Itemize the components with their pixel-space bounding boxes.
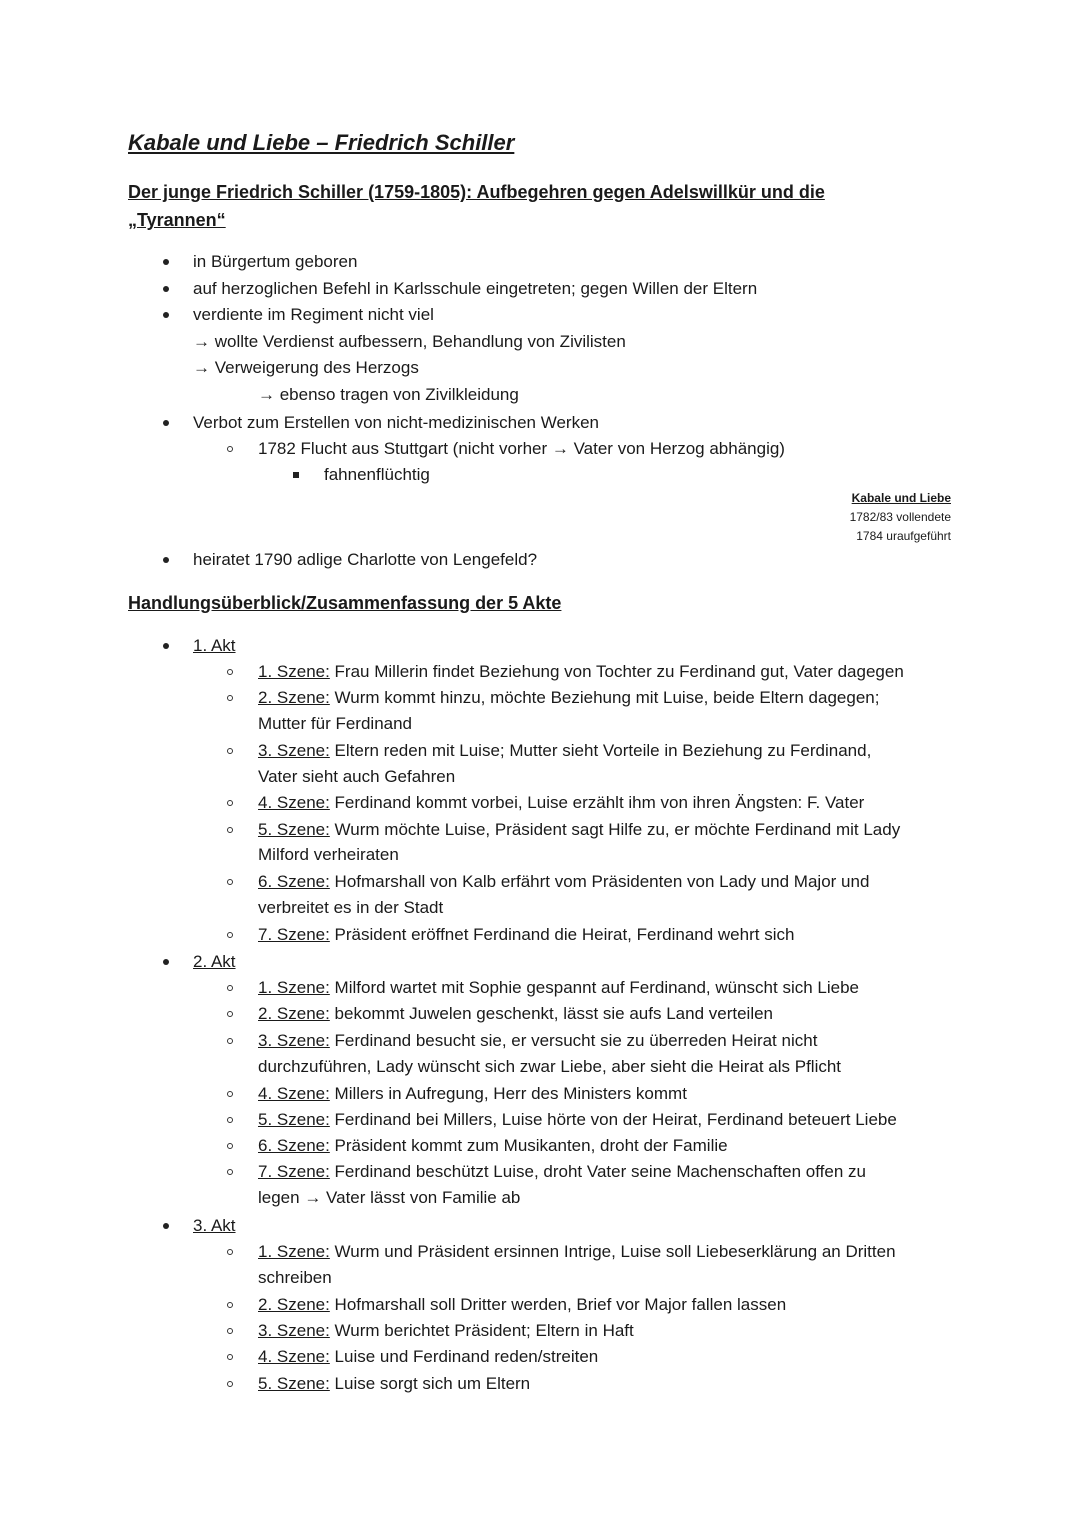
scene-label: 1. Szene: xyxy=(258,662,330,681)
scene-text: Hofmarshall soll Dritter werden, Brief vor Major fallen lassen xyxy=(329,1295,787,1314)
scene-text-cont: verbreitet es in der Stadt xyxy=(258,898,444,917)
scene-text: Wurm möchte Luise, Präsident sagt Hilfe zu, er möchte Ferdinand mit Lady xyxy=(329,820,901,839)
scene-label: 4. Szene: xyxy=(258,1084,330,1103)
bullet-icon xyxy=(163,959,169,965)
scene-item xyxy=(258,1320,634,1342)
scene-label: 5. Szene: xyxy=(258,1374,330,1393)
scene-text: Millers in Aufregung, Herr des Ministers kommt xyxy=(329,1084,687,1103)
circle-bullet-icon xyxy=(227,1038,233,1044)
scene-label: 3. Szene: xyxy=(258,741,330,760)
circle-bullet-icon xyxy=(227,1117,233,1123)
bullet-icon xyxy=(163,259,169,265)
scene-label: 6. Szene: xyxy=(258,872,330,891)
square-bullet-icon xyxy=(293,472,299,478)
circle-bullet-icon xyxy=(227,695,233,701)
scene-text: Ferdinand beschützt Luise, droht Vater seine Machenschaften offen zu xyxy=(329,1162,866,1181)
section1-heading-line2: „Tyrannen“ xyxy=(128,210,226,230)
scene-item xyxy=(258,1109,897,1131)
akt-label: 1. Akt xyxy=(193,636,236,655)
sidenote xyxy=(850,489,951,546)
akt-label: 2. Akt xyxy=(193,952,236,971)
scene-item xyxy=(258,871,869,893)
circle-bullet-icon xyxy=(227,827,233,833)
akt-label: 3. Akt xyxy=(193,1216,236,1235)
circle-bullet-icon xyxy=(227,1091,233,1097)
scene-label: 2. Szene: xyxy=(258,688,330,707)
scene-text: Hofmarshall von Kalb erfährt vom Präsidenten von Lady und Major und xyxy=(329,872,870,891)
bullet-icon xyxy=(163,643,169,649)
scene-label: 2. Szene: xyxy=(258,1004,330,1023)
circle-bullet-icon xyxy=(227,1381,233,1387)
circle-bullet-icon xyxy=(227,1143,233,1149)
scene-text: Luise und Ferdinand reden/streiten xyxy=(329,1347,599,1366)
scene-text-cont: Vater sieht auch Gefahren xyxy=(258,767,456,786)
list-item: fahnenflüchtig xyxy=(324,465,430,484)
scene-text: Wurm und Präsident ersinnen Intrige, Luise soll Liebeserklärung an Dritten xyxy=(329,1242,896,1261)
scene-item xyxy=(258,1241,896,1263)
scene-text: Präsident kommt zum Musikanten, droht der Familie xyxy=(329,1136,728,1155)
scene-text: Wurm berichtet Präsident; Eltern in Haft xyxy=(329,1321,634,1340)
circle-bullet-icon xyxy=(227,748,233,754)
circle-bullet-icon xyxy=(227,879,233,885)
scene-label: 3. Szene: xyxy=(258,1321,330,1340)
scene-item xyxy=(258,1161,866,1183)
scene-text: Luise sorgt sich um Eltern xyxy=(329,1374,531,1393)
bullet-icon xyxy=(163,286,169,292)
scene-label: 7. Szene: xyxy=(258,1162,330,1181)
scene-text-cont: legen → Vater lässt von Familie ab xyxy=(258,1188,521,1207)
list-item: 1782 Flucht aus Stuttgart (nicht vorher → Vater von Herzog abhängig) xyxy=(258,439,785,458)
scene-label: 5. Szene: xyxy=(258,1110,330,1129)
scene-label: 4. Szene: xyxy=(258,1347,330,1366)
scene-item xyxy=(258,1083,687,1105)
sidenote-line: 1782/83 vollendete xyxy=(849,510,951,524)
scene-item xyxy=(258,924,794,946)
list-item-subline: → Verweigerung des Herzogs xyxy=(193,358,419,377)
list-item: Verbot zum Erstellen von nicht-medizinischen Werken xyxy=(193,413,599,432)
scene-text: Präsident eröffnet Ferdinand die Heirat, Ferdinand wehrt sich xyxy=(329,925,795,944)
list-item: auf herzoglichen Befehl in Karlsschule eingetreten; gegen Willen der Eltern xyxy=(193,279,758,298)
scene-text-cont: Mutter für Ferdinand xyxy=(258,714,413,733)
section1-heading-line1: Der junge Friedrich Schiller (1759-1805): Aufbegehren gegen Adelswillkür und die xyxy=(128,182,825,202)
sidenote-title: Kabale und Liebe xyxy=(851,491,951,505)
circle-bullet-icon xyxy=(227,800,233,806)
bullet-icon xyxy=(163,420,169,426)
document-title: Kabale und Liebe – Friedrich Schiller xyxy=(128,130,515,155)
circle-bullet-icon xyxy=(227,446,233,452)
bullet-icon xyxy=(163,557,169,563)
list-item-subline: → wollte Verdienst aufbessern, Behandlung von Zivilisten xyxy=(193,332,626,351)
scene-label: 6. Szene: xyxy=(258,1136,330,1155)
scene-label: 1. Szene: xyxy=(258,978,330,997)
scene-text: Milford wartet mit Sophie gespannt auf Ferdinand, wünscht sich Liebe xyxy=(329,978,860,997)
bullet-icon xyxy=(163,1223,169,1229)
circle-bullet-icon xyxy=(227,1354,233,1360)
scene-label: 7. Szene: xyxy=(258,925,330,944)
scene-label: 1. Szene: xyxy=(258,1242,330,1261)
scene-text: Ferdinand kommt vorbei, Luise erzählt ihm von ihren Ängsten: F. Vater xyxy=(329,793,865,812)
circle-bullet-icon xyxy=(227,1011,233,1017)
scene-text: Ferdinand bei Millers, Luise hörte von der Heirat, Ferdinand beteuert Liebe xyxy=(329,1110,897,1129)
circle-bullet-icon xyxy=(227,669,233,675)
scene-text-cont: schreiben xyxy=(258,1268,332,1287)
scene-label: 3. Szene: xyxy=(258,1031,330,1050)
scene-item xyxy=(258,1030,817,1052)
circle-bullet-icon xyxy=(227,1302,233,1308)
scene-item xyxy=(258,977,859,999)
scene-text-cont: durchzuführen, Lady wünscht sich zwar Liebe, aber sieht die Heirat als Pflicht xyxy=(258,1057,842,1076)
circle-bullet-icon xyxy=(227,1169,233,1175)
scene-item xyxy=(258,1294,786,1316)
scene-text: bekommt Juwelen geschenkt, lässt sie aufs Land verteilen xyxy=(329,1004,774,1023)
sidenote-line: 1784 uraufgeführt xyxy=(856,529,951,543)
scene-text-cont: Milford verheiraten xyxy=(258,845,399,864)
scene-item xyxy=(258,661,904,683)
scene-item xyxy=(258,819,900,841)
scene-item xyxy=(258,1135,728,1157)
scene-item xyxy=(258,792,864,814)
scene-text: Wurm kommt hinzu, möchte Beziehung mit Luise, beide Eltern dagegen; xyxy=(329,688,880,707)
bullet-icon xyxy=(163,312,169,318)
list-item: verdiente im Regiment nicht viel xyxy=(193,305,434,324)
circle-bullet-icon xyxy=(227,985,233,991)
scene-text: Ferdinand besucht sie, er versucht sie zu überreden Heirat nicht xyxy=(329,1031,818,1050)
section1-heading xyxy=(128,178,928,234)
section2-heading: Handlungsüberblick/Zusammenfassung der 5 Akte xyxy=(128,593,562,613)
scene-item xyxy=(258,1373,530,1395)
scene-item xyxy=(258,740,871,762)
circle-bullet-icon xyxy=(227,1328,233,1334)
scene-label: 4. Szene: xyxy=(258,793,330,812)
scene-item xyxy=(258,1346,598,1368)
list-item: in Bürgertum geboren xyxy=(193,252,358,271)
scene-label: 2. Szene: xyxy=(258,1295,330,1314)
list-item-subline: → ebenso tragen von Zivilkleidung xyxy=(258,385,519,404)
scene-item xyxy=(258,1003,773,1025)
circle-bullet-icon xyxy=(227,932,233,938)
circle-bullet-icon xyxy=(227,1249,233,1255)
scene-label: 5. Szene: xyxy=(258,820,330,839)
list-item: heiratet 1790 adlige Charlotte von Lengefeld? xyxy=(193,550,538,569)
scene-item xyxy=(258,687,879,709)
scene-text: Eltern reden mit Luise; Mutter sieht Vorteile in Beziehung zu Ferdinand, xyxy=(329,741,872,760)
scene-text: Frau Millerin findet Beziehung von Tochter zu Ferdinand gut, Vater dagegen xyxy=(329,662,904,681)
